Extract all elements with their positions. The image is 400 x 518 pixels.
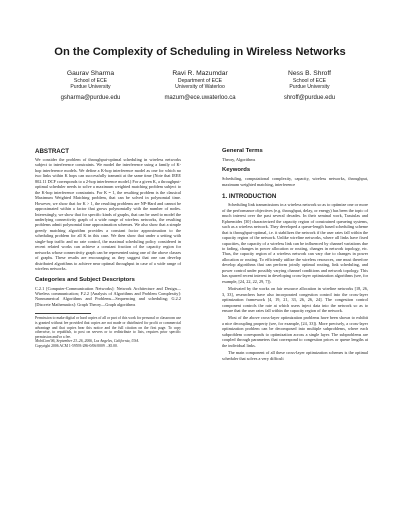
author-email: gsharma@purdue.edu	[60, 94, 121, 101]
keywords-heading: Keywords	[222, 167, 251, 174]
author-name: Ravi R. Mazumdar	[172, 70, 228, 77]
author-name: Gaurav Sharma	[66, 70, 115, 77]
author-3	[257, 70, 362, 102]
author-department: School of ECE	[292, 78, 327, 84]
copyright-block	[35, 313, 181, 348]
categories-text: C.2.1 [Computer-Communication Networks]: Network Architecture and Design—Wireless communication; F.2.2 [Analysis of Algorithms and Problem Complexity]: Nonnumerical Algorithms and Problems—Sequencing and scheduling; G.2.2 [Discrete Mathematics]: Graph Theory—Graph algorithms	[35, 285, 181, 307]
copyright-notice: Permission to make digital or hard copies of all or part of this work for personal or classroom use is granted without fee provided that copies are not made or distributed for profit or commercial advantage and that copies bear this notice and the full citation on the first page. To copy otherwise, to republish, to post on servers or to redistribute to lists, requires prior specific permission and/or a fee.	[35, 316, 182, 339]
categories-heading: Categories and Subject Descriptors	[35, 276, 135, 283]
author-name: Ness B. Shroff	[288, 70, 331, 77]
author-block	[38, 70, 362, 102]
copyright-rights: Copyright 2006 ACM 1-59593-286-0/06/0009 ...$5.00.	[35, 343, 118, 348]
left-column	[35, 148, 181, 348]
author-department: School of ECE	[73, 78, 108, 84]
author-email: mazum@ece.uwaterloo.ca	[164, 94, 236, 101]
author-university: Purdue University	[289, 84, 330, 91]
intro-paragraph-4: The main component of all these cross-layer optimization schemes is the optimal scheduler that solves a very difficult	[222, 350, 368, 361]
author-department: Department of ECE	[177, 78, 223, 84]
paper-title: On the Complexity of Scheduling in Wireless Networks	[54, 46, 346, 58]
author-email: shroff@purdue.edu	[283, 94, 336, 101]
copyright-venue: MobiCom'06, September 23–26, 2006, Los Angeles, California, USA.	[35, 339, 140, 344]
author-2	[148, 70, 253, 102]
intro-paragraph-2: Motivated by the works on fair resource allocation in wireline networks [18, 26, 3, 33], researchers have also incorporated congestion control into the cross-layer optimization framework [4, 19, 21, 33, 26, 26, 24]. The congestion control component controls the rate at which users inject data into the network so as to ensure that the user rates fall within the capacity region of the network.	[222, 286, 368, 313]
general-terms-text: Theory, Algorithms	[222, 157, 256, 162]
author-university: University of Waterloo	[175, 84, 225, 91]
author-1	[38, 70, 143, 102]
keywords-text: Scheduling, computational complexity, capacity, wireless networks, throughput, maximum weighted matching, interference	[222, 176, 368, 187]
general-terms-heading: General Terms	[222, 148, 263, 154]
right-column	[222, 148, 368, 361]
author-university: Purdue University	[70, 84, 111, 91]
abstract-text: We consider the problem of throughput-optimal scheduling in wireless networks subject to interference constraints. We model the interference using a family of K-hop interference models. We define a K-hop interference model as one for which no two links within K hops can successfully transmit at the same time (Note that IEEE 802.11 DCF corresponds to a 2-hop interference model.) For a given K, a throughput-optimal scheduler needs to solve a maximum weighted matching problem subject to the K-hop interference constraints. For K = 1, the resulting problem is the classical Maximum Weighted Matching problem, that can be solved in polynomial time. However, we show that for K > 1, the resulting problems are NP-Hard and cannot be approximated within a factor that grows polynomially with the number of nodes. Interestingly, we show that for specific kinds of graphs, that can be used to model the underlying connectivity graph of a wide range of wireless networks, the resulting problems admit polynomial time approximation schemes. We also show that a simple greedy matching algorithm provides a constant factor approximation to the scheduling problem for all K in this case. We then show that under a setting with single-hop traffic and no rate control, the maximal scheduling policy considered in recent related works can achieve a constant fraction of the capacity region for networks whose connectivity graph can be represented using one of the above classes of graphs. These results are encouraging as they suggest that one can develop distributed algorithms to achieve near optimal throughput in case of a wide range of wireless networks.	[35, 157, 181, 272]
introduction-heading: 1. INTRODUCTION	[222, 193, 277, 201]
abstract-heading: ABSTRACT	[35, 148, 70, 155]
footnote-rule	[35, 313, 91, 314]
intro-paragraph-1: Scheduling link transmissions in a wireless network so as to optimize one or more of the performance objectives (e.g. throughput, delay, or energy) has been the topic of much interest over the past several decades. In their seminal work, Tassiulas and Ephremides [30] characterized the capacity region of constrained queueing systems, such as a wireless network. They developed a queue-length based scheduling scheme that is throughput-optimal, i.e. it stabilizes the network if the user rates fall within the capacity region of the network. Unlike wireline networks, where all links have fixed capacities, the capacity of a wireless link can be influenced by channel variations due to fading, changes in power allocation or routing, changes in network topology, etc. Thus, the capacity region of a wireless network can vary due to changes in power allocation or routing. To efficiently utilize the wireless resources, one must therefore develop algorithms that can perform jointly optimal routing, link scheduling, and power control under possibly varying channel conditions and network topology. This has spurred recent interest in developing cross-layer optimization algorithms (see, for example, [24, 22, 22, 29, 7]).	[222, 202, 368, 284]
intro-paragraph-3: Most of the above cross-layer optimization problems have been shown to exhibit a nice decoupling property (see, for example, [24, 33]). More precisely, a cross-layer optimization problem can be decomposed into multiple subproblems, where each subproblem corresponds to optimization across a single layer. The subproblems are coupled through parameters that correspond to congestion prices or queue lengths at the individual links.	[222, 315, 368, 348]
